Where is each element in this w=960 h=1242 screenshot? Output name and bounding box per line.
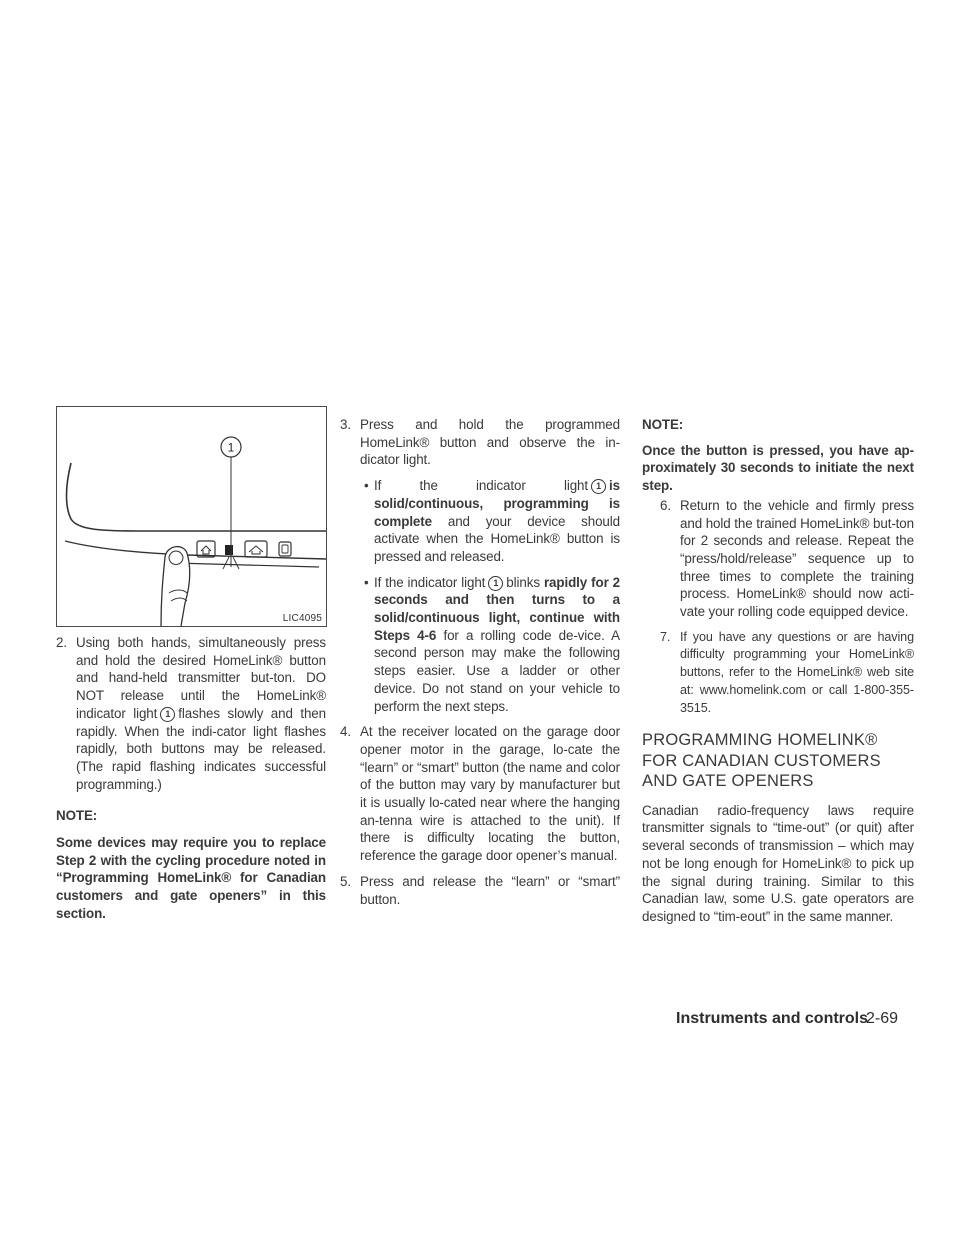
note-heading: NOTE: (56, 808, 98, 824)
step-6 (642, 497, 914, 621)
step-7-number: 7. (660, 629, 671, 644)
note-body-2: Once the button is pressed, you have ap-proximately 30 seconds to initiate the next step. (642, 442, 914, 494)
note-heading-2: NOTE: (642, 417, 684, 432)
footer-section-title: Instruments and controls (676, 1010, 869, 1027)
figure-label: LIC4095 (282, 613, 322, 624)
step-2 (56, 634, 326, 793)
page-number: 2-69 (866, 1010, 899, 1027)
step-6-number: 6. (660, 497, 671, 513)
step-7 (642, 629, 914, 718)
bullet-1-text-b: and your device should activate when the HomeLink® button is pressed and released. (374, 513, 620, 564)
step-2-text-b: flashes slowly and then rapidly. When the indi-cator light flashes rapidly, both buttons may be released. (The rapid flashing indicates successful programming.) (76, 705, 326, 792)
bullet-2-bold: rapidly for 2 seconds and then turns to a solid/continuous light, continue with Steps 4-6 (374, 574, 621, 643)
section-heading: PROGRAMMING HOMELINK® FOR CANADIAN CUSTOMERS AND GATE OPENERS (642, 731, 881, 791)
bullet-1-text-a: If the indicator light (374, 478, 589, 494)
section-body: Canadian radio-frequency laws require transmitter signals to “time-out” (or quit) after several seconds of transmission – which may not be long enough for HomeLink® to pick up the signal during training. Similar to this Canadian law, some U.S. gate operators are designed to “tim-eout” in the same manner. (642, 802, 914, 924)
step-2-number: 2. (56, 635, 67, 650)
bullet-1: • If the indicator light 1 is solid/continuous, programming is complete and your device should activate when the HomeLink® button is pressed and released. (364, 478, 620, 564)
indicator-callout-icon: 1 (488, 576, 503, 591)
step-5 (340, 873, 620, 908)
column-1 (56, 634, 326, 923)
column-3 (642, 416, 914, 926)
bullet-2-text-b: blinks (506, 574, 540, 590)
homelink-illustration (57, 407, 326, 626)
bullet-2-text-c: for a rolling code de-vice. A second person may make the following steps easier. Use a ladder or other device. Do not stand on your vehicle to perform the next steps. (374, 627, 621, 714)
step-5-text: Press and release the “learn” or “smart” button. (360, 873, 620, 907)
step-2-text-a: Using both hands, simultaneously press and hold the desired HomeLink® button and hand-held transmitter but-ton. DO NOT release until the HomeLink® indicator light (76, 635, 326, 721)
note-body: Some devices may require you to replace Step 2 with the cycling procedure noted in “Programming HomeLink® for Canadian customers and gate openers” in this section. (56, 835, 326, 921)
step-3-text: Press and hold the programmed HomeLink® button and observe the in-dicator light. (360, 417, 620, 468)
homelink-figure (56, 406, 327, 627)
figure-callout: 1 (227, 440, 235, 455)
indicator-callout-icon: 1 (591, 479, 606, 494)
bullet-2: • If the indicator light 1 blinks rapidly for 2 seconds and then turns to a solid/continuous light, continue with Steps 4-6 for a rolling code de-vice. A second person may make the following steps easier. Use a ladder or other device. Do not stand on your vehicle to perform the next steps. (364, 574, 621, 714)
bullet-2-text-a: If the indicator light (374, 574, 486, 590)
step-4-text: At the receiver located on the garage door opener motor in the garage, lo-cate the “learn” or “smart” button (the name and color of the button may vary by manufacturer but it is usually lo-cated near where the hanging an-tenna wire is attached to the unit). If there is difficulty locating the button, reference the garage door opener’s manual. (360, 724, 620, 864)
step-3 (340, 416, 620, 469)
step-5-number: 5. (340, 873, 351, 889)
step-3-number: 3. (340, 417, 351, 432)
bullet-1-bold: is solid/continuous, programming is complete (374, 478, 620, 529)
step-4 (340, 723, 620, 865)
step-6-text: Return to the vehicle and firmly press and hold the trained HomeLink® but-ton for 2 seconds and release. Repeat the “press/hold/release” sequence up to three times to complete the training process. HomeLink® should now acti-vate your rolling code equipped device. (680, 497, 914, 620)
column-2 (340, 416, 620, 908)
step-4-number: 4. (340, 724, 351, 740)
step-7-text: If you have any questions or are having difficulty programming your HomeLink® buttons, refer to the HomeLink® web site at: www.homelink.com or call 1-800-355-3515. (680, 629, 914, 715)
indicator-callout-icon: 1 (160, 707, 175, 722)
